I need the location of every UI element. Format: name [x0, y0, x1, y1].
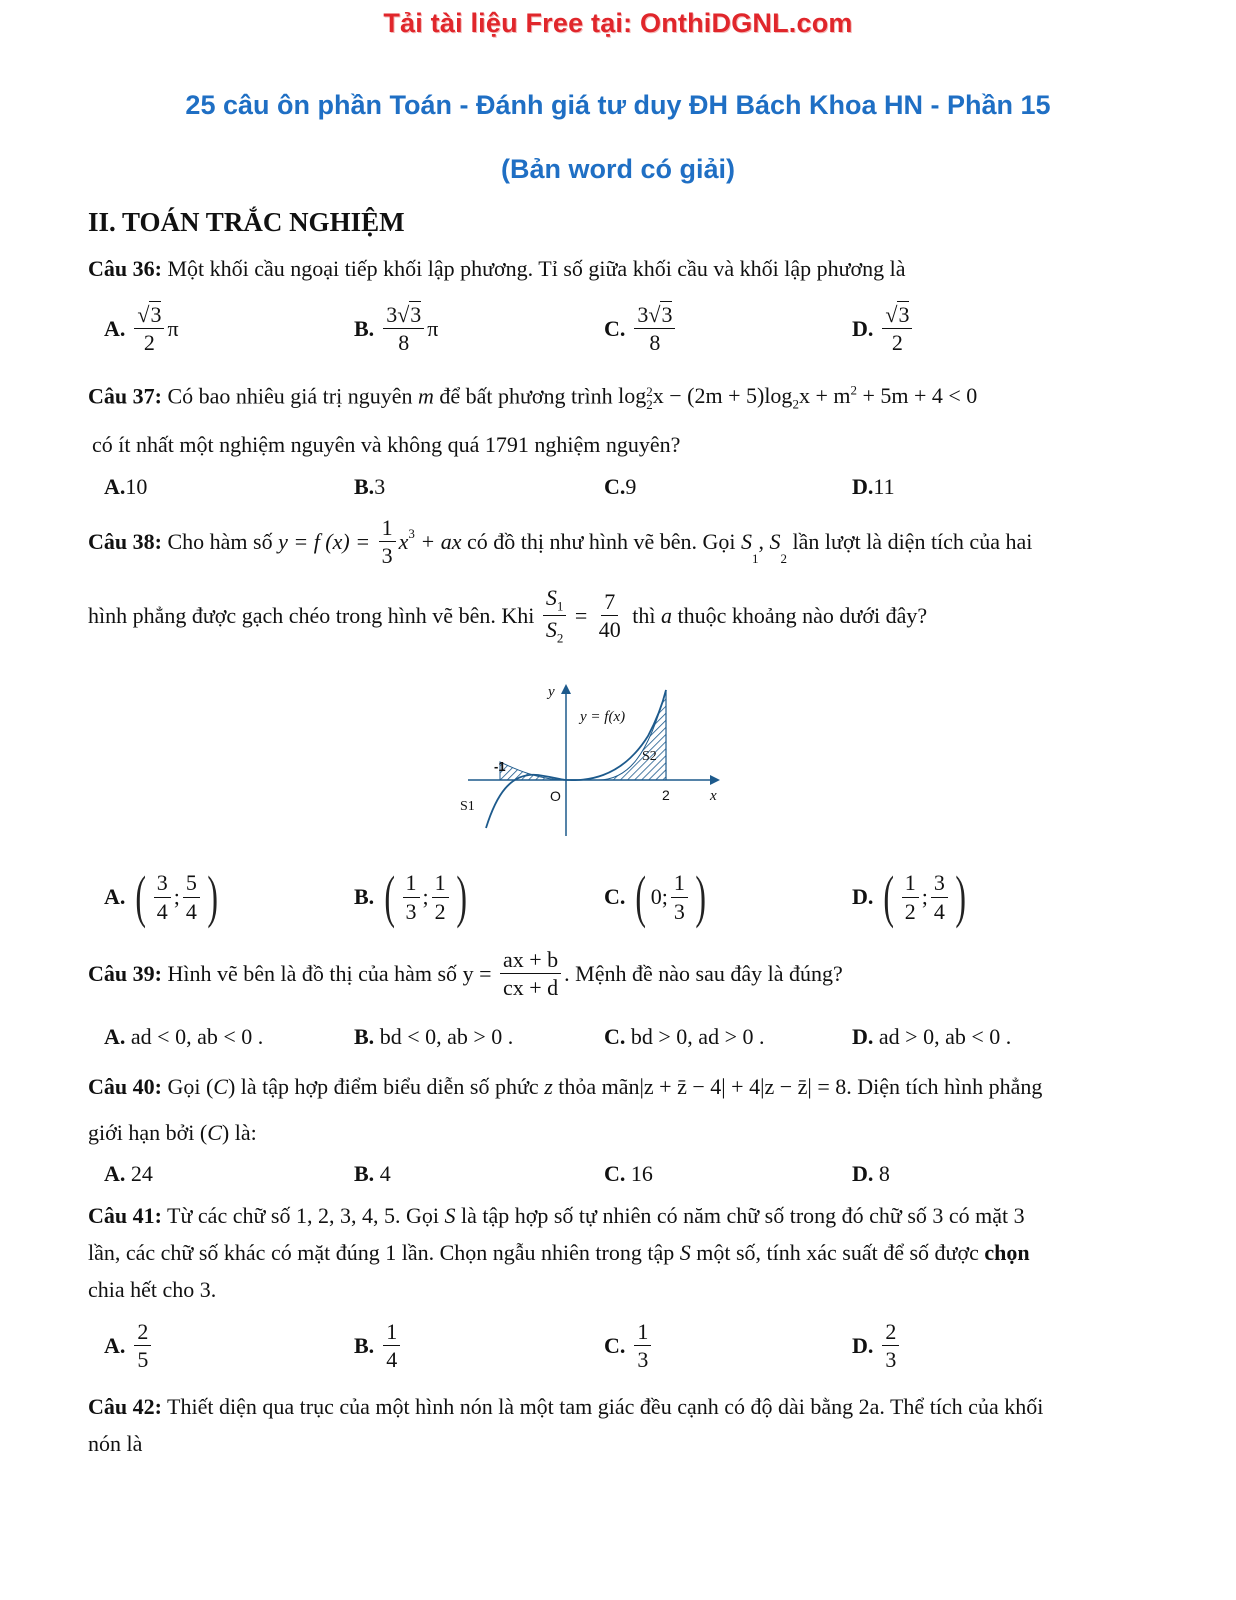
- variable-s: S: [679, 1240, 691, 1265]
- s1-label: S1: [460, 799, 475, 814]
- fraction: $\frac{√3}{2}$: [882, 303, 912, 354]
- option-value: 11: [873, 474, 895, 499]
- option-41-a: [104, 1320, 154, 1371]
- question-text-line: có ít nhất một nghiệm nguyên và không quá 1791 nghiệm nguyên?: [92, 432, 681, 457]
- option-label: B.: [354, 884, 375, 909]
- question-text: thì: [626, 602, 661, 628]
- question-38-line2: [88, 586, 927, 645]
- fraction: [902, 871, 919, 922]
- denominator: 4: [185, 898, 197, 924]
- coefficient: 3: [637, 302, 649, 327]
- option-label: A.: [104, 1024, 126, 1049]
- question-label: Câu 42:: [88, 1394, 162, 1419]
- function-expr: x: [398, 528, 409, 554]
- question-text: để bất phương trình: [433, 383, 619, 409]
- denominator: 5: [137, 1347, 149, 1373]
- option-38-d: D. ( $\frac{1}{2}$ ; $\frac{3}{4}$ ): [852, 864, 966, 929]
- question-41-line3: chia hết cho 3.: [88, 1277, 217, 1302]
- option-value: 10: [125, 474, 148, 499]
- option-36-a: [104, 303, 179, 354]
- zero-value: 0;: [650, 884, 668, 909]
- option-38-a: A. ( $\frac{3}{4}$ ; $\frac{5}{4}$ ): [104, 864, 218, 929]
- question-text: Cho hàm số: [161, 528, 279, 554]
- option-value: 3: [374, 474, 386, 499]
- option-39-a: [104, 1024, 263, 1050]
- y-equals: y =: [462, 960, 497, 986]
- exponent: 3: [408, 526, 415, 541]
- ineq-part: log: [618, 383, 647, 409]
- question-text: Từ các chữ số 1, 2, 3, 4, 5. Gọi: [161, 1203, 445, 1228]
- x-axis-arrow: [710, 775, 720, 785]
- subscript: 2: [780, 551, 788, 567]
- equals: =: [569, 602, 593, 628]
- pi-symbol: π: [167, 315, 179, 341]
- denominator: 3: [637, 1347, 649, 1373]
- question-41: [88, 1203, 1025, 1229]
- document-subtitle: (Bản word có giải): [500, 154, 735, 184]
- denominator: 3: [405, 898, 417, 924]
- denominator: 4: [156, 898, 168, 924]
- s2-region: [598, 690, 666, 780]
- comma: ,: [758, 528, 770, 554]
- question-text: thuộc khoảng nào dưới đây?: [672, 602, 928, 628]
- numerator: 1: [379, 516, 396, 542]
- x-label: x: [710, 788, 717, 804]
- radicand: 3: [150, 302, 162, 327]
- question-text: lần lượt là diện tích của hai: [787, 528, 1033, 554]
- option-41-b: [354, 1320, 403, 1371]
- question-label: Câu 39:: [88, 960, 162, 986]
- question-label: Câu 38:: [88, 528, 162, 554]
- radicand: 3: [410, 302, 422, 327]
- option-label: D.: [852, 315, 874, 341]
- subscript: 1: [752, 551, 759, 567]
- variable-m: m: [417, 383, 434, 409]
- denominator: 8: [649, 330, 661, 356]
- option-39-d: [852, 1024, 1011, 1050]
- section-heading: II. TOÁN TRẮC NGHIỆM: [88, 207, 405, 237]
- function-graph: [448, 676, 738, 846]
- question-39: [88, 948, 843, 999]
- fraction: [882, 1320, 899, 1371]
- fraction: [134, 1320, 151, 1371]
- denominator: 40: [598, 617, 621, 643]
- denominator: 2: [434, 898, 446, 924]
- ineq-sub: 2: [646, 397, 653, 413]
- s1-region: [500, 762, 566, 780]
- denominator: 4: [386, 1347, 398, 1373]
- numerator: 1: [671, 871, 688, 897]
- pi-symbol: π: [427, 315, 439, 341]
- option-label: B.: [354, 1161, 375, 1186]
- option-label: B.: [354, 315, 375, 341]
- option-label: C.: [604, 1161, 626, 1186]
- fraction: $\frac{√3}{2}$: [134, 303, 164, 354]
- option-value: 24: [125, 1161, 153, 1186]
- option-label: B.: [354, 1024, 375, 1049]
- option-label: A.: [104, 884, 126, 909]
- question-40-line2: [88, 1120, 257, 1146]
- option-40-a: [104, 1161, 153, 1187]
- option-label: D.: [852, 1332, 874, 1358]
- fraction: [403, 871, 420, 922]
- question-text: ) là tập hợp điểm biểu diễn số phức: [227, 1074, 545, 1099]
- question-label: Câu 37:: [88, 383, 162, 409]
- tick-neg-one: -1: [494, 759, 506, 774]
- fraction: [432, 871, 449, 922]
- fraction: [634, 1320, 651, 1371]
- option-label: D.: [852, 1024, 874, 1049]
- option-40-c: [604, 1161, 653, 1187]
- question-label: Câu 40:: [88, 1074, 162, 1099]
- denominator: 2: [891, 330, 903, 356]
- radicand: 3: [898, 302, 910, 327]
- option-38-c: C. ( 0; $\frac{1}{3}$ ): [604, 864, 706, 929]
- option-37-d: [852, 474, 895, 500]
- option-label: A.: [104, 474, 126, 499]
- denominator: 3: [381, 543, 393, 569]
- var-s: S: [545, 617, 557, 643]
- numerator: 1: [432, 871, 449, 897]
- option-36-d: [852, 303, 915, 354]
- question-42-line2: nón là: [88, 1431, 143, 1456]
- denominator: 8: [398, 330, 410, 356]
- question-41-line2: [88, 1240, 1030, 1266]
- option-41-c: [604, 1320, 654, 1371]
- s2-label: S2: [642, 749, 657, 764]
- numerator: 2: [882, 1320, 899, 1346]
- numerator: 3: [154, 871, 171, 897]
- option-41-d: [852, 1320, 902, 1371]
- document-title: 25 câu ôn phần Toán - Đánh giá tư duy ĐH Bách Khoa HN - Phần 15: [185, 90, 1051, 120]
- option-40-d: [852, 1161, 890, 1187]
- question-text: Có bao nhiêu giá trị nguyên: [161, 383, 418, 409]
- radicand: 3: [661, 302, 673, 327]
- option-39-b: [354, 1024, 513, 1050]
- option-value: bd > 0, ad > 0 .: [625, 1024, 765, 1049]
- banner-link[interactable]: Tải tài liệu Free tại: OnthiDGNL.com: [383, 8, 853, 38]
- fraction: [183, 871, 200, 922]
- origin-label: O: [550, 788, 561, 804]
- option-label: D.: [852, 474, 874, 499]
- denominator: 3: [673, 898, 685, 924]
- fraction: $\frac{3√3}{8}$: [634, 303, 675, 354]
- option-value: ad < 0, ab < 0 .: [125, 1024, 264, 1049]
- numerator: 3: [931, 871, 948, 897]
- numerator: 1: [634, 1320, 651, 1346]
- ratio-fraction: [543, 586, 567, 645]
- subscript: 2: [556, 630, 564, 646]
- denominator: 2: [143, 330, 155, 356]
- function-label: y = f(x): [580, 709, 626, 725]
- question-text: ) là:: [221, 1120, 257, 1145]
- var-s: S: [741, 528, 753, 554]
- question-text: có đồ thị như hình vẽ bên. Gọi: [461, 528, 742, 554]
- function-expr: y = f (x) =: [278, 528, 376, 554]
- option-value: bd < 0, ab > 0 .: [374, 1024, 514, 1049]
- denominator: 2: [904, 898, 916, 924]
- fraction: [383, 1320, 400, 1371]
- variable-z: z: [544, 1074, 553, 1099]
- question-label: Câu 36:: [88, 256, 162, 281]
- option-label: B.: [354, 474, 375, 499]
- option-label: C.: [604, 1024, 626, 1049]
- variable-c: C: [207, 1120, 222, 1145]
- option-37-b: [354, 474, 385, 500]
- question-text: lần, các chữ số khác có mặt đúng 1 lần. Chọn ngẫu nhiên trong tập: [88, 1240, 680, 1265]
- fraction: $\frac{3√3}{8}$: [383, 303, 424, 354]
- question-text: là tập hợp số tự nhiên có năm chữ số trong đó chữ số 3 có mặt 3: [455, 1203, 1025, 1228]
- question-38: [88, 516, 1032, 567]
- question-36: [88, 256, 906, 282]
- option-value: 4: [374, 1161, 391, 1186]
- variable-s: S: [444, 1203, 456, 1228]
- variable-c: C: [213, 1074, 228, 1099]
- option-36-b: [354, 303, 438, 354]
- question-label: Câu 41:: [88, 1203, 162, 1228]
- fraction: [500, 948, 561, 999]
- option-label: D.: [852, 1161, 874, 1186]
- option-value: ad > 0, ab < 0 .: [873, 1024, 1012, 1049]
- question-37: [88, 383, 977, 413]
- option-36-c: [604, 303, 678, 354]
- ineq-sup: 2: [646, 384, 653, 400]
- numerator: 1: [383, 1320, 400, 1346]
- ineq-part: x − (2m + 5)log: [652, 383, 793, 409]
- question-text: . Diện tích hình phẳng: [846, 1074, 1043, 1099]
- option-label: A.: [104, 1161, 126, 1186]
- option-value: 9: [625, 474, 637, 499]
- option-label: B.: [354, 1332, 375, 1358]
- var-s: S: [769, 528, 781, 554]
- question-text: hình phẳng được gạch chéo trong hình vẽ bên. Khi: [88, 602, 540, 628]
- numerator: ax + b: [500, 948, 561, 974]
- option-37-a: [104, 474, 147, 500]
- denominator: 3: [885, 1347, 897, 1373]
- bold-word: chọn: [984, 1240, 1030, 1265]
- ineq-part: x + m: [798, 383, 851, 409]
- fraction: [931, 871, 948, 922]
- option-38-b: B. ( $\frac{1}{3}$ ; $\frac{1}{2}$ ): [354, 864, 467, 929]
- question-text: thỏa mãn: [552, 1074, 640, 1099]
- option-label: C.: [604, 884, 626, 909]
- option-label: C.: [604, 1332, 626, 1358]
- fraction: [379, 516, 396, 567]
- ineq-sub: 2: [792, 396, 799, 412]
- option-label: C.: [604, 315, 626, 341]
- option-value: 8: [873, 1161, 890, 1186]
- tick-two: 2: [662, 787, 670, 803]
- question-text: . Mệnh đề nào sau đây là đúng?: [564, 960, 843, 986]
- question-text: một số, tính xác suất để số được: [690, 1240, 985, 1265]
- separator: ;: [422, 884, 429, 909]
- var-s: S: [545, 585, 557, 610]
- option-value: 16: [625, 1161, 653, 1186]
- variable-a: a: [661, 602, 672, 628]
- question-text: Hình vẽ bên là đồ thị của hàm số: [161, 960, 463, 986]
- question-text: Thiết diện qua trục của một hình nón là một tam giác đều cạnh có độ dài bằng 2a. Thể tích của khối: [161, 1394, 1044, 1419]
- option-label: A.: [104, 315, 126, 341]
- question-42: [88, 1394, 1043, 1420]
- denominator: cx + d: [502, 975, 559, 1001]
- ineq-sup: 2: [850, 383, 857, 398]
- numerator: 1: [902, 871, 919, 897]
- question-text: Một khối cầu ngoại tiếp khối lập phương. Tỉ số giữa khối cầu và khối lập phương là: [161, 256, 906, 281]
- separator: ;: [921, 884, 928, 909]
- separator: ;: [173, 884, 180, 909]
- subscript: 1: [556, 598, 564, 614]
- question-text: Gọi (: [161, 1074, 214, 1099]
- numerator: 2: [134, 1320, 151, 1346]
- option-label: C.: [604, 474, 626, 499]
- option-label: A.: [104, 1332, 126, 1358]
- numerator: 1: [403, 871, 420, 897]
- inequality: [618, 383, 978, 413]
- fraction: [671, 871, 688, 922]
- numerator: 5: [183, 871, 200, 897]
- question-40: [88, 1074, 1042, 1100]
- option-39-c: [604, 1024, 764, 1050]
- function-expr: + ax: [414, 528, 462, 554]
- option-37-c: [604, 474, 636, 500]
- y-axis-arrow: [561, 684, 571, 694]
- fraction: [154, 871, 171, 922]
- ineq-part: + 5m + 4 < 0: [856, 383, 978, 409]
- numerator: 7: [601, 590, 618, 616]
- y-label: y: [548, 684, 555, 700]
- option-label: D.: [852, 884, 874, 909]
- option-40-b: [354, 1161, 391, 1187]
- fraction: [596, 590, 624, 641]
- condition-expression: |z + z̄ − 4| + 4|z − z̄| = 8: [639, 1074, 847, 1099]
- coefficient: 3: [386, 302, 398, 327]
- denominator: 4: [933, 898, 945, 924]
- question-text: giới hạn bởi (: [88, 1120, 208, 1145]
